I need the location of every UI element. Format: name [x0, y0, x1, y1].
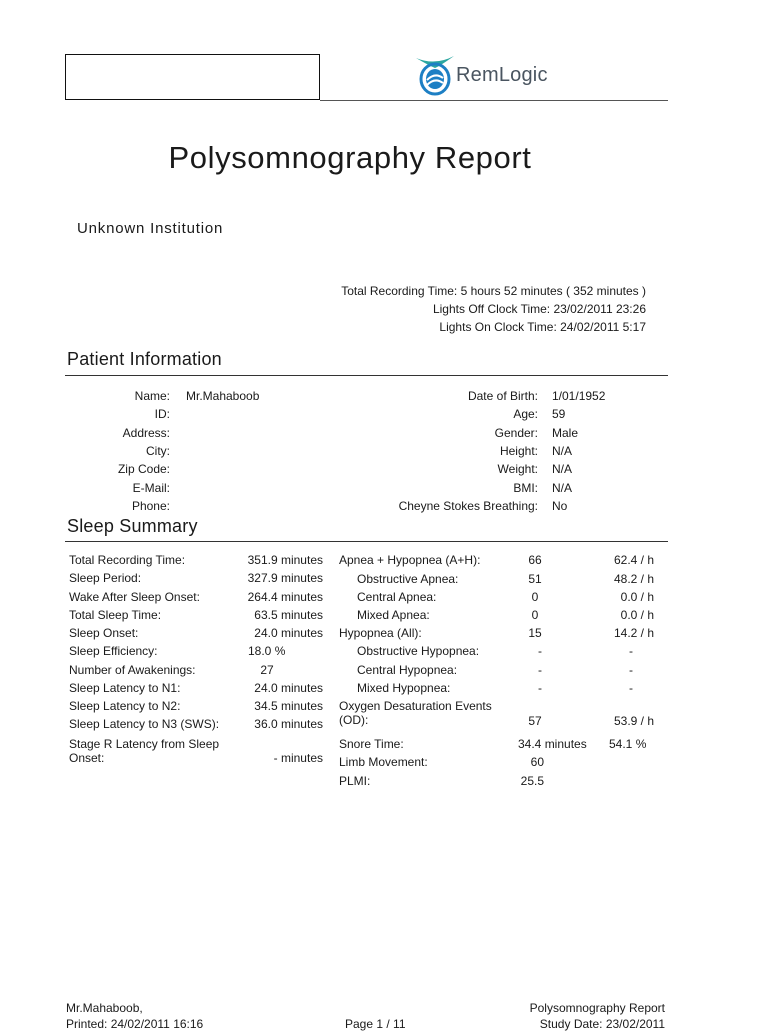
header-box: [65, 54, 320, 100]
event-count: 66: [528, 553, 542, 567]
event-label: Central Apnea:: [357, 590, 437, 604]
sleep-metric-label: Sleep Latency to N2:: [69, 699, 181, 713]
event-count: 15: [528, 626, 542, 640]
event-label: Apnea + Hypopnea (A+H):: [339, 553, 481, 567]
sleep-section-title: Sleep Summary: [67, 516, 198, 536]
sleep-metric-label: Sleep Latency to N3 (SWS):: [69, 717, 220, 731]
sleep-metric-label: Sleep Onset:: [69, 626, 139, 640]
event-rate: 0.0 / h: [620, 590, 654, 604]
report-title: Polysomnography Report: [168, 140, 532, 175]
patient-field-value: N/A: [552, 481, 573, 495]
patient-field-label: E-Mail:: [132, 481, 170, 495]
event-count: 51: [528, 572, 542, 586]
event-count: -: [538, 663, 542, 677]
patient-field-label: Age:: [513, 407, 538, 421]
event-rate: 54.1 %: [609, 737, 647, 751]
sleep-metric-value: - minutes: [273, 751, 323, 765]
event-rate: 53.9 / h: [613, 714, 654, 728]
institution-name: Unknown Institution: [77, 220, 224, 237]
event-rate: -: [629, 681, 633, 695]
sleep-metric-value: 34.5 minutes: [254, 699, 323, 713]
event-rate: -: [629, 663, 633, 677]
event-label: Obstructive Hypopnea:: [357, 644, 480, 658]
event-label: Mixed Apnea:: [357, 608, 430, 622]
sleep-metric-value: 351.9 minutes: [247, 553, 323, 567]
sleep-section-rule: [65, 541, 668, 542]
patient-field-label: Name:: [134, 389, 170, 403]
event-label: Hypopnea (All):: [339, 626, 422, 640]
patient-field-label: ID:: [154, 407, 170, 421]
sleep-metric-value: 63.5 minutes: [254, 608, 323, 622]
footer-page-number: Page 1 / 11: [345, 1017, 406, 1031]
brand-logo: [412, 52, 652, 98]
patient-field-label: Height:: [499, 444, 538, 458]
event-count: -: [538, 644, 542, 658]
event-label: Oxygen Desaturation Events (OD):: [339, 699, 492, 727]
sleep-metric-value: 264.4 minutes: [247, 590, 323, 604]
patient-field-value: N/A: [552, 462, 573, 476]
sleep-metric-value: 36.0 minutes: [254, 717, 323, 731]
footer-report-title: Polysomnography Report: [529, 1001, 665, 1015]
event-rate: 0.0 / h: [620, 608, 654, 622]
patient-field-label: BMI:: [513, 481, 538, 495]
sleep-metric-label: Number of Awakenings:: [69, 663, 196, 677]
patient-field-value: N/A: [552, 444, 573, 458]
patient-field-value: No: [552, 499, 568, 513]
lights-off-time: Lights Off Clock Time: 23/02/2011 23:26: [432, 302, 646, 316]
event-count: 0: [531, 608, 539, 622]
patient-field-label: Cheyne Stokes Breathing:: [398, 499, 538, 513]
remlogic-logo-icon: [414, 52, 456, 98]
patient-field-label: Zip Code:: [117, 462, 170, 476]
patient-field-value: Mr.Mahaboob: [186, 389, 260, 403]
header-rule: [320, 100, 668, 101]
event-count: 25.5: [520, 774, 544, 788]
event-count: 60: [530, 755, 544, 769]
patient-field-label: Address:: [122, 426, 170, 440]
footer-printed-date: Printed: 24/02/2011 16:16: [66, 1017, 204, 1031]
sleep-metric-label: Total Sleep Time:: [69, 608, 162, 622]
sleep-metric-value: 27: [260, 663, 274, 677]
sleep-metric-label: Sleep Latency to N1:: [69, 681, 181, 695]
sleep-metric-value: 24.0 minutes: [254, 626, 323, 640]
patient-field-value: Male: [552, 426, 579, 440]
patient-field-value: 59: [552, 407, 566, 421]
sleep-metric-label: Sleep Period:: [69, 571, 142, 585]
total-recording-time: Total Recording Time: 5 hours 52 minutes ( 352 minutes ): [341, 284, 646, 298]
event-label: Obstructive Apnea:: [357, 572, 459, 586]
footer-patient-name: Mr.Mahaboob,: [66, 1001, 143, 1015]
patient-section-rule: [65, 375, 668, 376]
sleep-metric-label: Stage R Latency from Sleep Onset:: [69, 737, 220, 765]
event-count: 0: [531, 590, 539, 604]
patient-field-label: Gender:: [494, 426, 538, 440]
sleep-metric-label: Sleep Efficiency:: [69, 644, 158, 658]
sleep-metric-value: 327.9 minutes: [247, 571, 323, 585]
event-rate: 62.4 / h: [613, 553, 654, 567]
footer-study-date: Study Date: 23/02/2011: [539, 1017, 665, 1031]
event-label: Snore Time:: [339, 737, 404, 751]
patient-field-label: Phone:: [131, 499, 170, 513]
event-count: 34.4 minutes: [518, 737, 587, 751]
brand-name: RemLogic: [456, 64, 548, 86]
patient-field-label: Weight:: [497, 462, 538, 476]
event-label: Central Hypopnea:: [357, 663, 458, 677]
sleep-metric-label: Total Recording Time:: [69, 553, 186, 567]
event-label: PLMI:: [339, 774, 371, 788]
event-rate: 48.2 / h: [613, 572, 654, 586]
event-label: Mixed Hypopnea:: [357, 681, 451, 695]
event-count: 57: [528, 714, 542, 728]
event-rate: -: [629, 644, 633, 658]
sleep-metric-value: 24.0 minutes: [254, 681, 323, 695]
sleep-metric-value: 18.0 %: [248, 644, 286, 658]
event-label: Limb Movement:: [339, 755, 428, 769]
sleep-metric-label: Wake After Sleep Onset:: [69, 590, 200, 604]
patient-field-label: Date of Birth:: [467, 389, 538, 403]
patient-section-title: Patient Information: [67, 349, 222, 369]
lights-on-time: Lights On Clock Time: 24/02/2011 5:17: [439, 320, 646, 334]
patient-field-value: 1/01/1952: [552, 389, 606, 403]
event-count: -: [538, 681, 542, 695]
patient-field-label: City:: [146, 444, 170, 458]
event-rate: 14.2 / h: [613, 626, 654, 640]
